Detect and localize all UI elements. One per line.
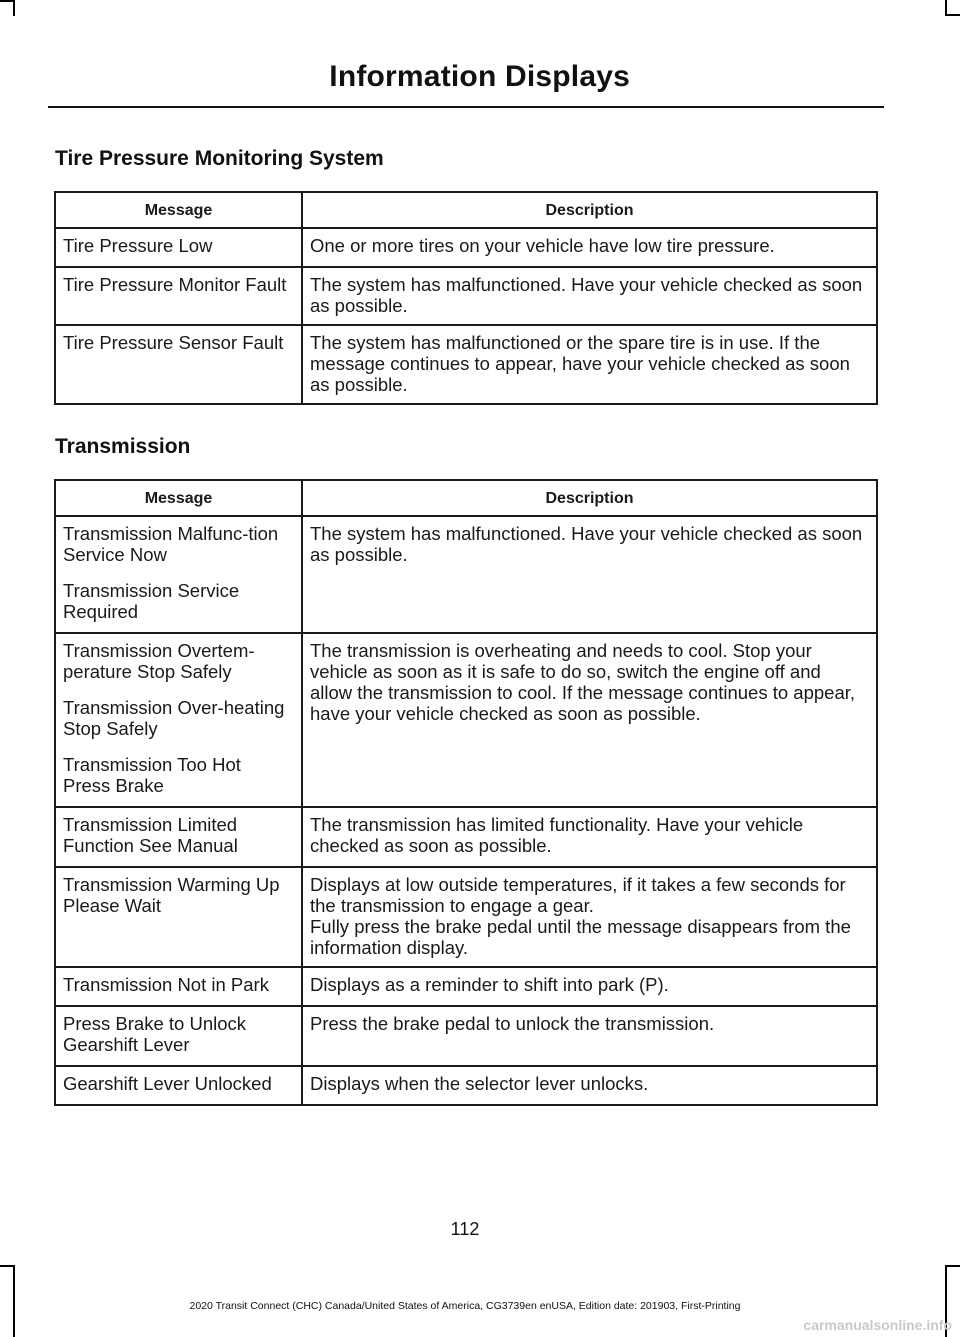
message-text: Tire Pressure Low	[63, 235, 213, 256]
message-text: Press Brake to Unlock Gearshift Lever	[63, 1013, 247, 1055]
column-header-message: Message	[55, 192, 302, 228]
message-text: Tire Pressure Monitor Fault	[63, 274, 287, 295]
crop-mark-top-right	[946, 14, 960, 16]
table-body	[55, 516, 877, 1105]
description-text: One or more tires on your vehicle have low tire pressure.	[310, 235, 775, 256]
message-text: Tire Pressure Sensor Fault	[63, 332, 284, 353]
transmission-table	[54, 479, 878, 1106]
message-text: Transmission Too Hot Press Brake	[63, 754, 241, 796]
description-cell	[302, 228, 877, 267]
description-cell	[302, 1006, 877, 1066]
description-cell	[302, 867, 877, 967]
message-cell	[55, 1066, 302, 1105]
footer-edition-info: 2020 Transit Connect (CHC) Canada/United States of America, CG3739en enUSA, Edition date: 201903, First-Printing	[189, 1300, 741, 1312]
message-text: Gearshift Lever Unlocked	[63, 1073, 272, 1094]
table-header-row	[55, 192, 877, 228]
column-header-description: Description	[302, 480, 877, 516]
watermark: carmanualsonline.info	[803, 1317, 952, 1333]
message-text: Transmission Malfunc-tion Service Now	[63, 523, 279, 565]
message-cell	[55, 807, 302, 867]
table-row	[55, 1066, 877, 1105]
message-cell	[55, 516, 302, 633]
table-row	[55, 967, 877, 1006]
table-row	[55, 1006, 877, 1066]
crop-mark-bottom-left	[0, 1265, 14, 1267]
message-cell	[55, 325, 302, 404]
message-text: Transmission Limited Function See Manual	[63, 814, 238, 856]
tire-pressure-table	[54, 191, 878, 405]
table-row	[55, 325, 877, 404]
description-text: Press the brake pedal to unlock the transmission.	[310, 1013, 715, 1034]
description-text: The transmission has limited functionality. Have your vehicle checked as soon as possible.	[310, 814, 804, 856]
description-cell	[302, 325, 877, 404]
table-row	[55, 228, 877, 267]
page-number: 112	[450, 1219, 480, 1239]
message-cell	[55, 228, 302, 267]
description-text: Displays at low outside temperatures, if it takes a few seconds for the transmission to engage a gear.	[310, 874, 846, 916]
column-header-description: Description	[302, 192, 877, 228]
message-cell	[55, 267, 302, 325]
crop-mark-top-right-vertical	[945, 0, 947, 16]
table-body	[55, 228, 877, 404]
description-text: Fully press the brake pedal until the message disappears from the information display.	[310, 916, 851, 958]
message-cell	[55, 967, 302, 1006]
header-divider	[48, 106, 884, 108]
description-text: The system has malfunctioned. Have your vehicle checked as soon as possible.	[310, 274, 863, 316]
table-row	[55, 267, 877, 325]
table-header-row	[55, 480, 877, 516]
description-cell	[302, 1066, 877, 1105]
message-cell	[55, 1006, 302, 1066]
section-title-tire-pressure: Tire Pressure Monitoring System	[55, 147, 384, 170]
message-text: Transmission Over-heating Stop Safely	[63, 697, 285, 739]
description-text: The transmission is overheating and needs to cool. Stop your vehicle as soon as it is safe to do so, switch the engine off and allow the transmission to cool. If the message continues to appear, have your vehicle checked as soon as possible.	[310, 640, 856, 724]
description-cell	[302, 967, 877, 1006]
crop-mark-bottom-right	[946, 1265, 960, 1267]
message-text: Transmission Overtem-perature Stop Safely	[63, 640, 255, 682]
message-cell	[55, 867, 302, 967]
description-text: Displays as a reminder to shift into park (P).	[310, 974, 669, 995]
message-text: Transmission Warming Up Please Wait	[63, 874, 280, 916]
message-text: Transmission Service Required	[63, 580, 240, 622]
message-text: Transmission Not in Park	[63, 974, 269, 995]
table-row	[55, 867, 877, 967]
description-text: Displays when the selector lever unlocks.	[310, 1073, 649, 1094]
table-row	[55, 516, 877, 633]
crop-mark-top-left-vertical	[13, 0, 15, 16]
section-title-transmission: Transmission	[55, 435, 191, 458]
description-text: The system has malfunctioned or the spare tire is in use. If the message continues to appear, have your vehicle checked as soon as possible.	[310, 332, 850, 395]
description-cell	[302, 807, 877, 867]
page-header-title: Information Displays	[329, 60, 630, 93]
description-cell	[302, 516, 877, 633]
description-cell	[302, 633, 877, 807]
column-header-message: Message	[55, 480, 302, 516]
crop-mark-top-left	[0, 0, 14, 2]
description-cell	[302, 267, 877, 325]
table-row	[55, 633, 877, 807]
table-row	[55, 807, 877, 867]
description-text: The system has malfunctioned. Have your vehicle checked as soon as possible.	[310, 523, 863, 565]
message-cell	[55, 633, 302, 807]
